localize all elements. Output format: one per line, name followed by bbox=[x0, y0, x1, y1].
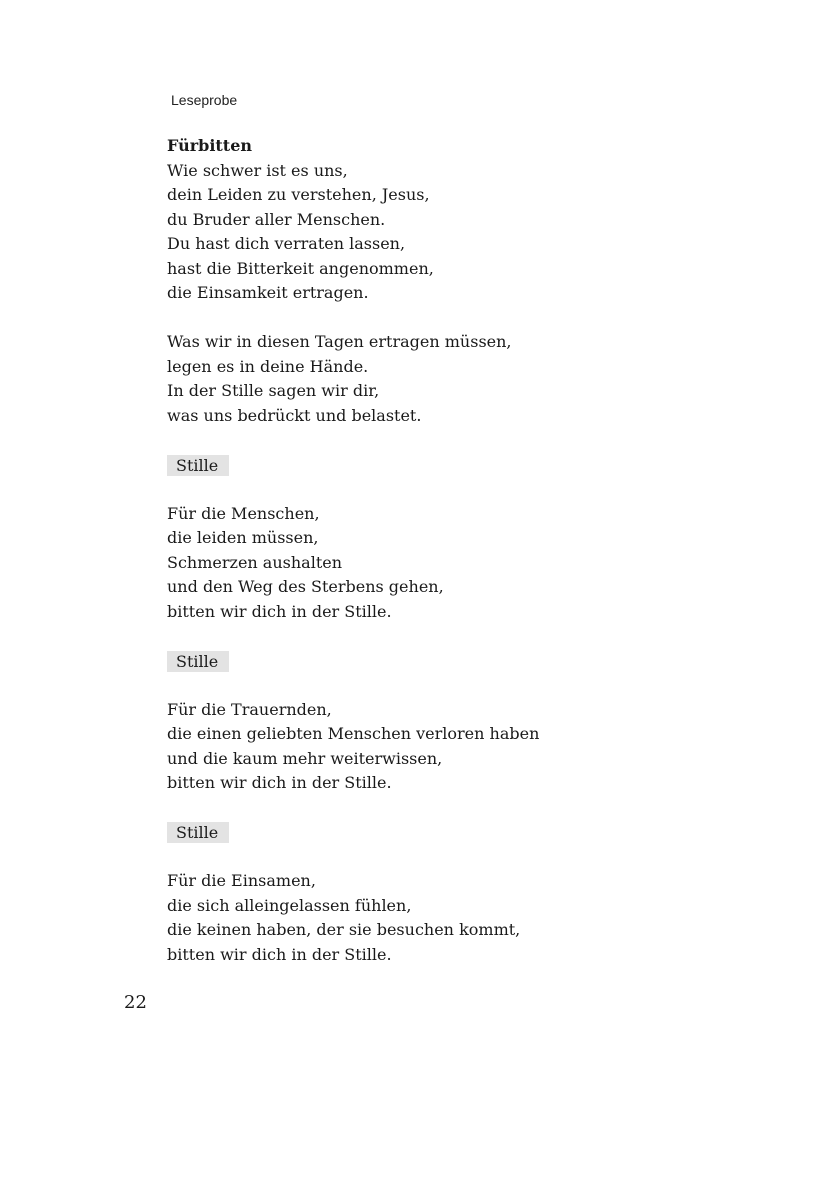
stille-marker-1 bbox=[167, 453, 727, 478]
stille-label: Stille bbox=[167, 651, 229, 672]
stille-marker-2 bbox=[167, 649, 727, 674]
verse-line: die leiden müssen, bbox=[167, 528, 319, 547]
verse-line: bitten wir dich in der Stille. bbox=[167, 944, 392, 964]
verse-line: du Bruder aller Menschen. bbox=[167, 209, 386, 229]
verse-line: was uns bedrückt und belastet. bbox=[167, 405, 422, 425]
verse-line: und die kaum mehr weiterwissen, bbox=[167, 748, 443, 768]
verse-line: Für die Menschen, bbox=[167, 503, 320, 523]
stanza-5 bbox=[167, 869, 727, 967]
stille-marker-3 bbox=[167, 820, 727, 845]
stanza-4 bbox=[167, 698, 727, 796]
verse-line: bitten wir dich in der Stille. bbox=[167, 773, 392, 792]
verse-line: Für die Trauernden, bbox=[167, 699, 332, 719]
stanza-3 bbox=[167, 502, 727, 625]
stanza-gap bbox=[167, 477, 727, 502]
page-number: 22 bbox=[124, 992, 147, 1013]
prayer-text bbox=[167, 134, 727, 967]
stanza-gap bbox=[167, 306, 727, 331]
verse-line: die einen geliebten Menschen verloren haben bbox=[167, 724, 540, 743]
stanza-gap bbox=[167, 624, 727, 649]
stanza-gap bbox=[167, 428, 727, 453]
verse-line: die Einsamkeit ertragen. bbox=[167, 283, 369, 302]
stille-label: Stille bbox=[167, 455, 229, 476]
stanza-gap bbox=[167, 673, 727, 698]
verse-line: die keinen haben, der sie besuchen kommt, bbox=[167, 920, 521, 939]
stanza-gap bbox=[167, 796, 727, 821]
verse-line: In der Stille sagen wir dir, bbox=[167, 381, 380, 400]
stanza-2 bbox=[167, 330, 727, 428]
verse-line: die sich alleingelassen fühlen, bbox=[167, 895, 412, 915]
verse-line: Für die Einsamen, bbox=[167, 871, 316, 890]
verse-line: Du hast dich verraten lassen, bbox=[167, 234, 406, 253]
verse-line: dein Leiden zu verstehen, Jesus, bbox=[167, 185, 430, 204]
verse-line: Schmerzen aushalten bbox=[167, 552, 343, 572]
stanza-gap bbox=[167, 845, 727, 870]
verse-line: legen es in deine Hände. bbox=[167, 356, 369, 376]
header-label: Leseprobe bbox=[171, 92, 238, 108]
verse-line: Wie schwer ist es uns, bbox=[167, 160, 348, 180]
verse-line: und den Weg des Sterbens gehen, bbox=[167, 577, 444, 596]
verse-line: Was wir in diesen Tagen ertragen müssen, bbox=[167, 332, 512, 351]
stille-label: Stille bbox=[167, 822, 229, 843]
verse-line: bitten wir dich in der Stille. bbox=[167, 601, 392, 621]
stanza-1 bbox=[167, 159, 727, 306]
verse-line: hast die Bitterkeit angenommen, bbox=[167, 258, 434, 278]
section-title: Fürbitten bbox=[167, 136, 252, 155]
